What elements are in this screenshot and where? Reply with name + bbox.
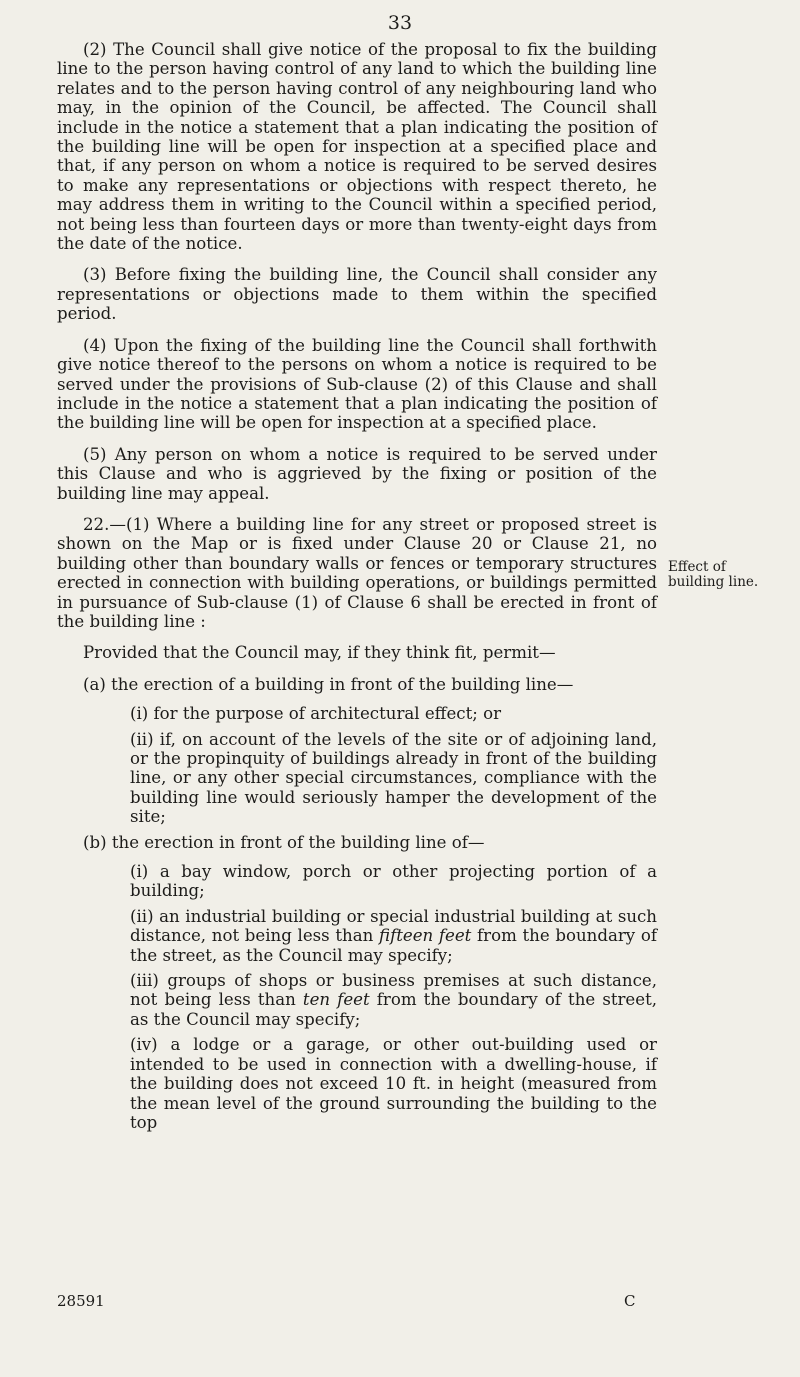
paragraph-3: (3) Before fixing the building line, the Council shall consider any representations or objections made to them within the specified period.	[57, 265, 657, 324]
paragraph-5: (5) Any person on whom a notice is required to be served under this Clause and who is aggrieved by the fixing or position of the building line may appeal.	[57, 444, 657, 503]
item-b-iii	[57, 971, 657, 1029]
page-number: 33	[387, 12, 413, 34]
paragraph-2: (2) The Council shall give notice of the proposal to fix the building line to the person having control of any land to which the building line relates and to the person having control of any neighbouring land who may, in the opinion of the Council, be affected. The Council shall include in the notice a statement that a plan indicating the position of the building line will be open for inspection at a specified place and that, if any person on whom a notice is required to be served desires to make any representations or objections with respect thereto, he may address them in writing to the Council within a specified period, not being less than fourteen days or more than twenty-eight days from the date of the notice.	[57, 40, 657, 254]
paragraph-4: (4) Upon the fixing of the building line the Council shall forthwith give notice thereof to the persons on whom a notice is required to be served under the provisions of Sub-clause (2) of this Clause and shall include in the notice a statement that a plan indicating the position of the building line will be open for inspection at a specified place.	[57, 335, 657, 433]
item-b-iv: (iv) a lodge or a garage, or other out-building used or intended to be used in connection with a dwelling-house, if the building does not exceed 10 ft. in height (measured from the mean level of the ground surrounding the building to the top	[130, 1035, 657, 1132]
item-b-ii-emphasis: fifteen feet	[379, 926, 472, 946]
item-b-iii-pre: (iii) groups of shops or business premises at such distance, not being less than	[130, 971, 657, 1010]
item-b-iii-emphasis: ten feet	[302, 990, 370, 1010]
item-a-i: (i) for the purpose of architectural effect; or	[130, 704, 502, 724]
item-b: (b) the erection in front of the building line of—	[83, 832, 485, 852]
item-b-ii-post: from the boundary of the street, as the Council may specify;	[130, 926, 657, 965]
print-code: 28591	[57, 1292, 105, 1310]
item-b-ii	[57, 907, 657, 965]
signature-mark: C	[624, 1292, 636, 1310]
item-b-ii-pre: (ii) an industrial building or special industrial building at such distance, not being less than	[130, 906, 657, 946]
proviso: Provided that the Council may, if they think fit, permit—	[83, 643, 556, 663]
clause-22-paragraph-1: 22.—(1) Where a building line for any street or proposed street is shown on the Map or is fixed under Clause 20 or Clause 21, no building other than boundary walls or fences or temporary structures erected in connection with building operations, or buildings permitted in pursuance of Sub-clause (1) of Clause 6 shall be erected in front of the building line :	[57, 514, 657, 631]
item-b-iii-post: from the boundary of the street, as the Council may specify;	[130, 990, 658, 1029]
margin-note: Effect of building line.	[668, 559, 759, 590]
item-a: (a) the erection of a building in front of the building line—	[83, 674, 574, 694]
item-a-ii: (ii) if, on account of the levels of the site or of adjoining land, or the propinquity of buildings already in front of the building line, or any other special circumstances, compliance with the building line would seriously hamper the development of the site;	[130, 729, 657, 827]
item-b-i: (i) a bay window, porch or other projecting portion of a building;	[130, 862, 657, 901]
document-body	[57, 40, 657, 1138]
